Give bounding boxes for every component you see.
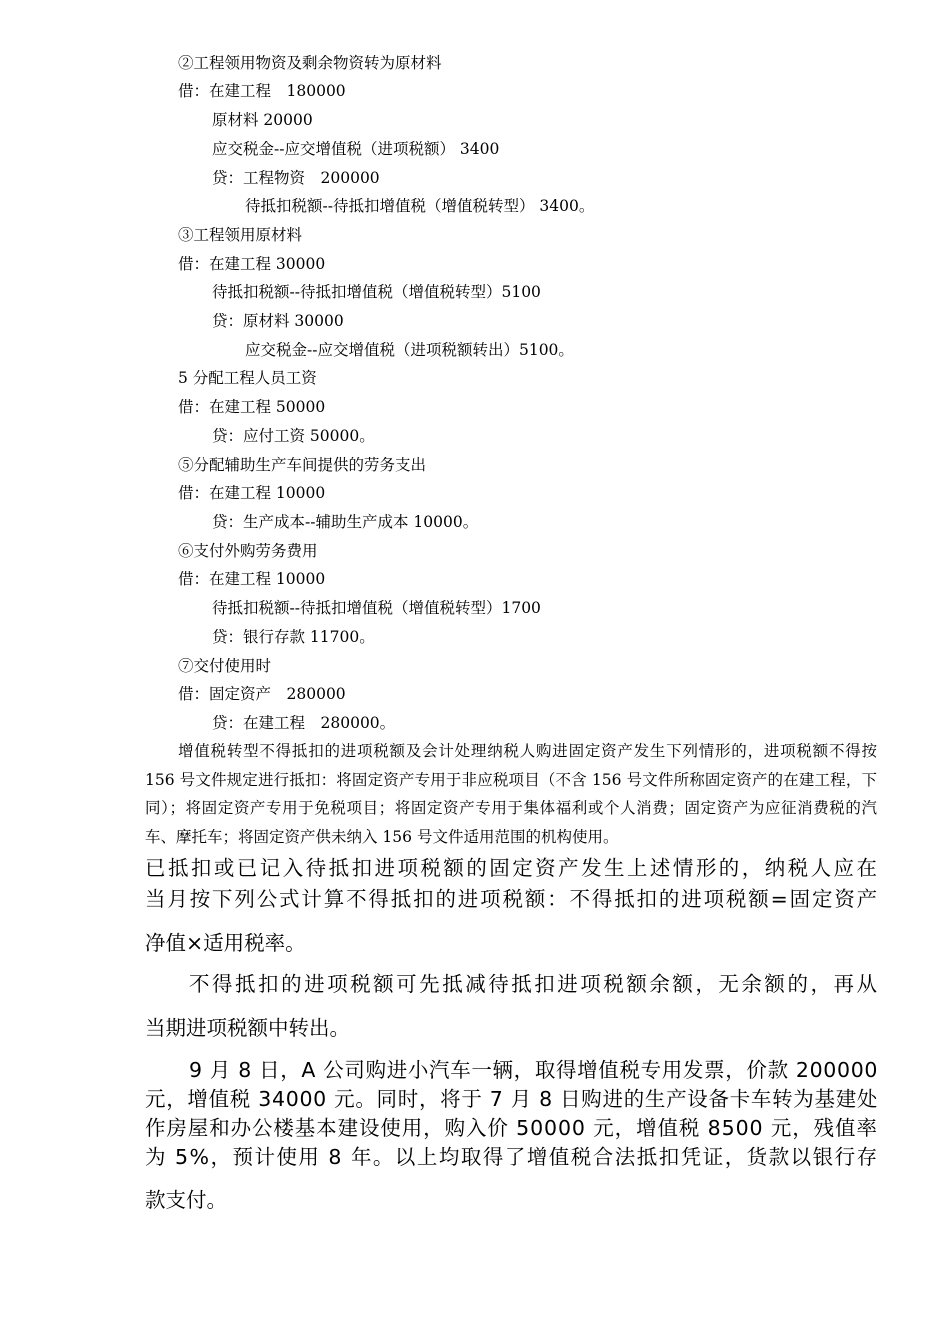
entry-debit: 借：在建工程 180000 [178, 82, 346, 100]
entry-line: 待抵扣税额--待抵扣增值税（增值税转型）1700 [212, 599, 541, 617]
entry-line: 应交税金--应交增值税（进项税额） 3400 [212, 140, 500, 158]
entry-line: 待抵扣税额--待抵扣增值税（增值税转型） 3400。 [245, 197, 595, 215]
entry-heading: 5 分配工程人员工资 [178, 369, 317, 387]
entry-line: 待抵扣税额--待抵扣增值税（增值税转型）5100 [212, 283, 541, 301]
text-line: 净值×适用税率。 [145, 931, 306, 955]
text-line: 款支付。 [145, 1188, 227, 1212]
entry-credit: 贷：应付工资 50000。 [212, 427, 375, 445]
entry-credit: 贷：在建工程 280000。 [212, 714, 396, 732]
entry-credit: 贷：生产成本--辅助生产成本 10000。 [212, 513, 479, 531]
entry-debit: 借：在建工程 50000 [178, 398, 326, 416]
text-line: 元，增值税 34000 元。同时，将于 7 月 8 日购进的生产设备卡车转为基建处 [145, 1087, 879, 1111]
entry-debit: 借：固定资产 280000 [178, 685, 346, 703]
text-line: 为 5%，预计使用 8 年。以上均取得了增值税合法抵扣凭证，货款以银行存 [145, 1145, 879, 1169]
entry-credit: 贷：工程物资 200000 [212, 169, 380, 187]
text-line: 当期进项税额中转出。 [145, 1016, 350, 1040]
entry-heading: ⑦交付使用时 [178, 657, 272, 675]
text-line: 9 月 8 日，A 公司购进小汽车一辆，取得增值税专用发票，价款 200000 [189, 1058, 879, 1082]
entry-heading: ②工程领用物资及剩余物资转为原材料 [178, 54, 442, 72]
entry-debit: 借：在建工程 10000 [178, 484, 326, 502]
entry-heading: ⑤分配辅助生产车间提供的劳务支出 [178, 456, 427, 474]
entry-credit: 贷：原材料 30000 [212, 312, 344, 330]
text-line: 已抵扣或已记入待抵扣进项税额的固定资产发生上述情形的，纳税人应在 [145, 856, 880, 880]
paragraph-vat-rules: 增值税转型不得抵扣的进项税额及会计处理纳税人购进固定资产发生下列情形的，进项税额不得按 156 号文件规定进行抵扣：将固定资产专用于非应税项目（不含 156 号文件所称固定资产的在建工程，下同）；将固定资产专用于免税项目；将固定资产专用于集体福利或个人消费；固定资产为应征消费税的汽车、摩托车；将固定资产供未纳入 156 号文件适用范围的机构使用。 [145, 742, 877, 846]
entry-heading: ⑥支付外购劳务费用 [178, 542, 318, 560]
entry-debit: 借：在建工程 10000 [178, 570, 326, 588]
entry-debit: 借：在建工程 30000 [178, 255, 326, 273]
entry-line: 原材料 20000 [212, 111, 313, 129]
entry-line: 应交税金--应交增值税（进项税额转出）5100。 [245, 341, 574, 359]
entry-credit: 贷：银行存款 11700。 [212, 628, 375, 646]
text-line: 不得抵扣的进项税额可先抵减待抵扣进项税额余额，无余额的，再从 [189, 972, 880, 996]
text-line: 作房屋和办公楼基本建设使用，购入价 50000 元，增值税 8500 元，残值率 [145, 1116, 878, 1140]
text-line: 当月按下列公式计算不得抵扣的进项税额：不得抵扣的进项税额=固定资产 [145, 887, 880, 911]
entry-heading: ③工程领用原材料 [178, 226, 303, 244]
